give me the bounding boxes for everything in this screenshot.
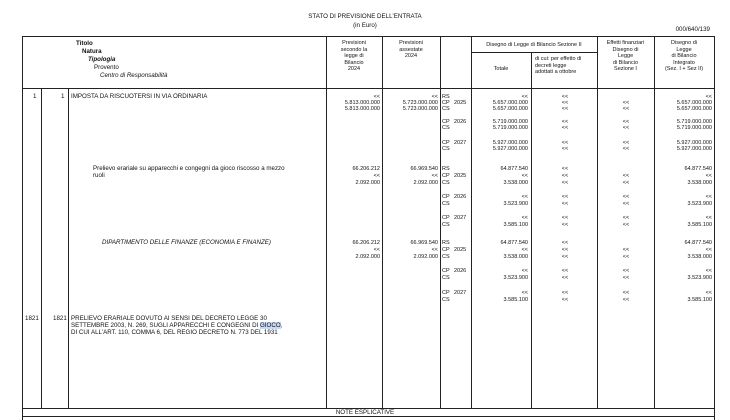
- cell: <<: [561, 140, 569, 146]
- col-divider: [68, 88, 69, 408]
- header-integrato: Disegno di Legge di Bilancio Integrato (Sez. I + Sez II): [664, 40, 704, 72]
- row-1821-desc: PRELIEVO ERARIALE DOVUTO AI SENSI DEL DECRETO LEGGE 30 SETTEMBRE 2003, N. 269, SUGLI APPARECCHI E CONGEGNI DI GIOCO, DI CUI ALL'ART. 110, COMMA 6, DEL REGIO DECRETO N. 773 DEL 1931: [71, 315, 283, 336]
- tag-cs: CS: [442, 106, 450, 112]
- cell: 66.969.540: [410, 240, 438, 246]
- cell: 66.206.212: [352, 240, 380, 246]
- note-esplicative: NOTE ESPLICATIVE: [335, 409, 395, 416]
- cell: <<: [561, 119, 569, 125]
- cell: <<: [561, 268, 569, 274]
- cell: <<: [561, 146, 569, 152]
- cell: <<: [561, 125, 569, 131]
- tag-rs: RS: [442, 240, 450, 246]
- dipartimento-label: DIPARTIMENTO DELLE FINANZE (ECONOMIA E FINANZE): [102, 239, 271, 246]
- row-num: 1821: [53, 315, 67, 322]
- col-divider: [531, 52, 532, 408]
- year: 2025: [454, 173, 467, 179]
- tag-cs: CS: [442, 275, 450, 281]
- cell: 5.927.000.000: [492, 140, 528, 146]
- cell: <<: [622, 247, 630, 253]
- header-prev-assestate: Previsioni assestate 2024: [399, 40, 423, 59]
- cell: <<: [561, 254, 569, 260]
- cell: <<: [521, 173, 528, 179]
- header-centro: Centro di Responsabilità: [100, 72, 168, 79]
- cell: 5.657.000.000: [676, 106, 712, 112]
- cell: <<: [622, 297, 630, 303]
- table-top-border: [22, 36, 715, 37]
- cell: 5.723.000.000: [402, 106, 438, 112]
- cell: 5.719.000.000: [676, 119, 712, 125]
- cell: <<: [561, 222, 569, 228]
- tag-cs: CS: [442, 146, 450, 152]
- col-divider: [471, 36, 472, 408]
- prelievo-desc: Prelievo erariale su apparecchi e congegni da gioco riscosso a mezzo ruoli: [93, 165, 285, 179]
- cell: 5.927.000.000: [676, 146, 712, 152]
- cell: 5.927.000.000: [676, 140, 712, 146]
- cell: <<: [561, 247, 569, 253]
- tag-cp: CP: [442, 119, 450, 125]
- year: 2027: [454, 215, 467, 221]
- header-titolo: Titolo: [76, 40, 93, 47]
- cell: 5.723.000.000: [402, 100, 438, 106]
- tag-cp: CP: [442, 194, 450, 200]
- col-divider: [597, 36, 598, 408]
- cell: <<: [622, 215, 630, 221]
- tag-cs: CS: [442, 297, 450, 303]
- cell: 66.969.540: [410, 166, 438, 172]
- cell: <<: [622, 119, 630, 125]
- cell: 5.719.000.000: [492, 119, 528, 125]
- cell: <<: [622, 180, 630, 186]
- cell: <<: [622, 222, 630, 228]
- cell: <<: [622, 194, 630, 200]
- cell: 3.585.100: [503, 297, 528, 303]
- year: 2025: [454, 247, 467, 253]
- cell: 3.523.900: [503, 201, 528, 207]
- row-num: 1821: [25, 315, 39, 322]
- cell: <<: [705, 173, 712, 179]
- row-num: 1: [61, 93, 65, 100]
- footer-divider: [22, 416, 715, 417]
- col-divider: [382, 36, 383, 408]
- cell: <<: [622, 146, 630, 152]
- cell: <<: [521, 94, 528, 100]
- cell: <<: [705, 290, 712, 296]
- header-prev-legge: Previsioni secondo la legge di Bilancio 2024: [340, 40, 368, 72]
- cell: 64.877.540: [500, 166, 528, 172]
- tag-cp: CP: [442, 140, 450, 146]
- header-di-cui: di cui: per effetto di decreti legge adottati a ottobre: [535, 56, 582, 75]
- cell: <<: [431, 247, 438, 253]
- cell: <<: [705, 268, 712, 274]
- cell: <<: [561, 173, 569, 179]
- cell: 5.719.000.000: [492, 125, 528, 131]
- cell: 64.877.540: [684, 166, 712, 172]
- header-effetti: Effetti finanziari Disegno di Legge di Bilancio Sezione I: [606, 40, 645, 72]
- cell: <<: [561, 106, 569, 112]
- header-totale: Totale: [493, 66, 509, 72]
- tag-cp: CP: [442, 247, 450, 253]
- header-natura: Natura: [82, 48, 102, 55]
- cell: <<: [431, 173, 438, 179]
- table-right-border: [714, 36, 715, 420]
- doc-code: 000/640/139: [675, 26, 710, 33]
- cell: 3.523.900: [687, 201, 712, 207]
- cell: <<: [373, 173, 380, 179]
- cell: <<: [705, 247, 712, 253]
- page-title: STATO DI PREVISIONE DELL'ENTRATA: [308, 13, 422, 20]
- cell: <<: [622, 254, 630, 260]
- col-divider: [326, 36, 327, 408]
- cell: 5.657.000.000: [492, 106, 528, 112]
- cell: 3.538.000: [503, 180, 528, 186]
- cell: 5.813.000.000: [344, 106, 380, 112]
- cell: <<: [561, 180, 569, 186]
- row-desc: IMPOSTA DA RISCUOTERSI IN VIA ORDINARIA: [71, 93, 208, 100]
- cell: <<: [622, 106, 630, 112]
- cell: <<: [561, 94, 569, 100]
- cell: <<: [373, 247, 380, 253]
- col-divider: [654, 36, 655, 408]
- cell: 5.657.000.000: [676, 100, 712, 106]
- cell: 3.585.100: [687, 222, 712, 228]
- tag-cs: CS: [442, 222, 450, 228]
- highlighted-word: GIOCO: [260, 322, 281, 329]
- header-bottom-border: [22, 88, 715, 89]
- header-tipologia: Tipologia: [88, 56, 116, 63]
- cell: <<: [622, 275, 630, 281]
- year: 2026: [454, 119, 467, 125]
- cell: <<: [561, 297, 569, 303]
- cell: 2.092.000: [413, 180, 438, 186]
- cell: <<: [561, 275, 569, 281]
- cell: 2.092.000: [355, 180, 380, 186]
- cell: <<: [561, 240, 569, 246]
- cell: 3.538.000: [687, 254, 712, 260]
- table-left-border: [22, 36, 23, 420]
- cell: 2.092.000: [413, 254, 438, 260]
- tag-cp: CP: [442, 100, 450, 106]
- tag-cs: CS: [442, 254, 450, 260]
- subheader-divider: [471, 52, 597, 53]
- cell: <<: [561, 166, 569, 172]
- cell: <<: [705, 94, 712, 100]
- tag-cs: CS: [442, 125, 450, 131]
- cell: <<: [561, 290, 569, 296]
- header-provento: Provento: [94, 64, 119, 71]
- cell: 3.523.900: [687, 275, 712, 281]
- cell: <<: [561, 194, 569, 200]
- header-disegno-sez2: Disegno di Legge di Bilancio Sezione II: [486, 42, 582, 48]
- tag-rs: RS: [442, 94, 450, 100]
- cell: <<: [521, 247, 528, 253]
- page-subtitle: (in Euro): [353, 22, 377, 29]
- col-divider: [41, 88, 42, 408]
- tag-cp: CP: [442, 268, 450, 274]
- cell: <<: [521, 268, 528, 274]
- cell: <<: [622, 140, 630, 146]
- tag-cp: CP: [442, 290, 450, 296]
- col-divider: [440, 36, 441, 408]
- cell: 3.585.100: [503, 222, 528, 228]
- cell: <<: [622, 173, 630, 179]
- cell: 66.206.212: [352, 166, 380, 172]
- cell: <<: [705, 215, 712, 221]
- cell: <<: [705, 194, 712, 200]
- cell: <<: [622, 201, 630, 207]
- cell: 5.719.000.000: [676, 125, 712, 131]
- tag-rs: RS: [442, 166, 450, 172]
- cell: 3.538.000: [687, 180, 712, 186]
- cell: 3.585.100: [687, 297, 712, 303]
- cell: 64.877.540: [500, 240, 528, 246]
- cell: <<: [622, 290, 630, 296]
- cell: 3.523.900: [503, 275, 528, 281]
- year: 2027: [454, 290, 467, 296]
- tag-cs: CS: [442, 201, 450, 207]
- cell: 3.538.000: [503, 254, 528, 260]
- cell: <<: [622, 125, 630, 131]
- year: 2025: [454, 100, 467, 106]
- cell: 5.927.000.000: [492, 146, 528, 152]
- cell: <<: [521, 215, 528, 221]
- cell: 5.813.000.000: [344, 100, 380, 106]
- tag-cp: CP: [442, 215, 450, 221]
- year: 2026: [454, 268, 467, 274]
- cell: <<: [622, 268, 630, 274]
- cell: <<: [561, 201, 569, 207]
- cell: <<: [431, 94, 438, 100]
- year: 2027: [454, 140, 467, 146]
- cell: <<: [521, 290, 528, 296]
- year: 2026: [454, 194, 467, 200]
- row-num: 1: [33, 93, 37, 100]
- cell: <<: [622, 100, 630, 106]
- cell: 64.877.540: [684, 240, 712, 246]
- cell: <<: [373, 94, 380, 100]
- tag-cs: CS: [442, 180, 450, 186]
- cell: <<: [521, 194, 528, 200]
- cell: 5.657.000.000: [492, 100, 528, 106]
- cell: <<: [561, 100, 569, 106]
- cell: <<: [561, 215, 569, 221]
- tag-cp: CP: [442, 173, 450, 179]
- cell: 2.092.000: [355, 254, 380, 260]
